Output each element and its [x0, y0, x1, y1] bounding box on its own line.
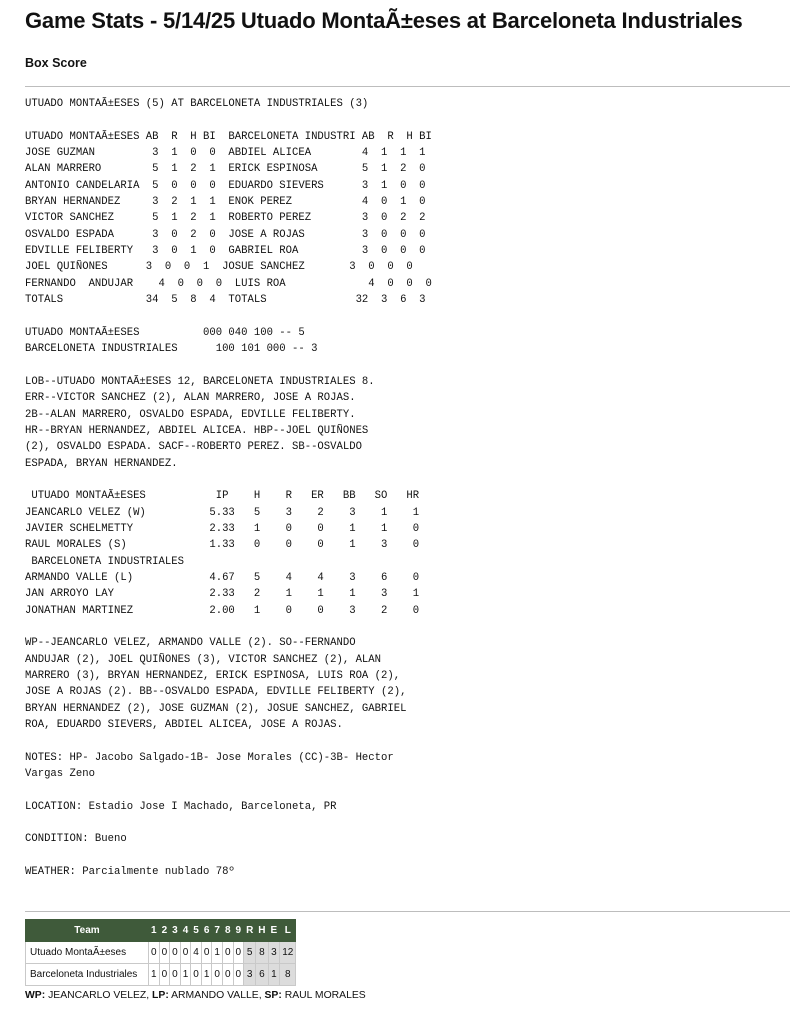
team-name: Barceloneta Industriales — [26, 964, 149, 986]
hits-total: 8 — [256, 942, 268, 964]
runs-total: 5 — [244, 942, 256, 964]
pitcher-decisions — [25, 990, 366, 1001]
errors-total: 1 — [268, 964, 280, 986]
header-inning-2: 2 — [159, 920, 170, 942]
hits-total: 6 — [256, 964, 268, 986]
inning-score: 0 — [222, 942, 233, 964]
lob-total: 8 — [280, 964, 296, 986]
linescore-row-home — [26, 964, 296, 986]
header-inning-5: 5 — [191, 920, 202, 942]
header-inning-4: 4 — [180, 920, 191, 942]
header-inning-3: 3 — [170, 920, 181, 942]
inning-score: 0 — [170, 964, 181, 986]
inning-score: 4 — [191, 942, 202, 964]
header-inning-8: 8 — [222, 920, 233, 942]
header-inning-9: 9 — [233, 920, 244, 942]
inning-score: 1 — [180, 964, 191, 986]
save-pitcher-name: RAUL MORALES — [284, 990, 366, 1001]
header-hits: H — [256, 920, 268, 942]
page-title: Game Stats - 5/14/25 Utuado MontaÃ±eses at Barceloneta Industriales — [25, 8, 743, 33]
linescore-table — [25, 919, 296, 986]
winning-pitcher-label: WP: — [25, 990, 46, 1001]
linescore-row-away — [26, 942, 296, 964]
inning-score: 0 — [233, 942, 244, 964]
box-score-text: UTUADO MONTAÃ±ESES (5) AT BARCELONETA INDUSTRIALES (3) UTUADO MONTAÃ±ESES AB R H BI BARCELONETA INDUSTRI AB R H BI JOSE GUZMAN 3 1 0 0 ABDIEL ALICEA 4 1 1 1 ALAN MARRERO 5 1 2 1 ERICK ESPINOSA 5 1 2 0 ANTONIO CANDELARIA 5 0 0 0 EDUARDO SIEVERS 3 1 0 0 BRYAN HERNANDEZ 3 2 1 1 ENOK PEREZ 4 0 1 0 VICTOR SANCHEZ 5 1 2 1 ROBERTO PEREZ 3 0 2 2 OSVALDO ESPADA 3 0 2 0 JOSE A ROJAS 3 0 0 0 EDVILLE FELIBERTY 3 0 1 0 GABRIEL ROA 3 0 0 0 JOEL QUIÑONES 3 0 0 1 JOSUE SANCHEZ 3 0 0 0 FERNANDO ANDUJAR 4 0 0 0 LUIS ROA 4 0 0 0 TOTALS 34 5 8 4 TOTALS 32 3 6 3 UTUADO MONTAÃ±ESES 000 040 100 -- 5 BARCELONETA INDUSTRIALES 100 101 000 -- 3 LOB--UTUADO MONTAÃ±ESES 12, BARCELONETA INDUSTRIALES 8. ERR--VICTOR SANCHEZ (2), ALAN MARRERO, JOSE A ROJAS. 2B--ALAN MARRERO, OSVALDO ESPADA, EDVILLE FELIBERTY. HR--BRYAN HERNANDEZ, ABDIEL ALICEA. HBP--JOEL QUIÑONES (2), OSVALDO ESPADA. SACF--ROBERTO PEREZ. SB--OSVALDO ESPADA, BRYAN HERNANDEZ. UTUADO MONTAÃ±ESES IP H R ER BB SO HR JEANCARLO VELEZ (W) 5.33 5 3 2 3 1 1 JAVIER SCHELMETTY 2.33 1 0 0 1 1 0 RAUL MORALES (S) 1.33 0 0 0 1 3 0 BARCELONETA INDUSTRIALES ARMANDO VALLE (L) 4.67 5 4 4 3 6 0 JAN ARROYO LAY 2.33 2 1 1 1 3 1 JONATHAN MARTINEZ 2.00 1 0 0 3 2 0 WP--JEANCARLO VELEZ, ARMANDO VALLE (2). SO--FERNANDO ANDUJAR (2), JOEL QUIÑONES (3), VICTOR SANCHEZ (2), ALAN MARRERO (3), BRYAN HERNANDEZ, ERICK ESPINOSA, LUIS ROA (2), JOSE A ROJAS (2). BB--OSVALDO ESPADA, EDVILLE FELIBERTY (2), BRYAN HERNANDEZ (2), JOSE GUZMAN (2), JOSUE SANCHEZ, GABRIEL ROA, EDUARDO SIEVERS, ABDIEL ALICEA, JOSE A ROJAS. NOTES: HP- Jacobo Salgado-1B- Jose Morales (CC)-3B- Hector Vargas Zeno LOCATION: Estadio Jose I Machado, Barceloneta, PR CONDITION: Bueno WEATHER: Parcialmente nublado 78º — [25, 98, 432, 879]
inning-score: 0 — [170, 942, 181, 964]
inning-score: 1 — [201, 964, 212, 986]
inning-score: 1 — [149, 964, 160, 986]
header-team: Team — [26, 920, 149, 942]
team-name: Utuado MontaÃ±eses — [26, 942, 149, 964]
inning-score: 1 — [212, 942, 223, 964]
losing-pitcher-name: ARMANDO VALLE, — [171, 990, 262, 1001]
inning-score: 0 — [233, 964, 244, 986]
inning-score: 0 — [201, 942, 212, 964]
runs-total: 3 — [244, 964, 256, 986]
header-runs: R — [244, 920, 256, 942]
header-lob: L — [280, 920, 296, 942]
losing-pitcher-label: LP: — [152, 990, 169, 1001]
box-score-heading: Box Score — [25, 56, 87, 70]
errors-total: 3 — [268, 942, 280, 964]
inning-score: 0 — [159, 964, 170, 986]
inning-score: 0 — [191, 964, 202, 986]
lob-total: 12 — [280, 942, 296, 964]
header-inning-6: 6 — [201, 920, 212, 942]
inning-score: 0 — [180, 942, 191, 964]
inning-score: 0 — [149, 942, 160, 964]
divider-bottom — [25, 911, 790, 912]
winning-pitcher-name: JEANCARLO VELEZ, — [48, 990, 150, 1001]
divider-top — [25, 86, 790, 87]
inning-score: 0 — [159, 942, 170, 964]
save-pitcher-label: SP: — [264, 990, 282, 1001]
inning-score: 0 — [222, 964, 233, 986]
linescore-header-row — [26, 920, 296, 942]
header-errors: E — [268, 920, 280, 942]
inning-score: 0 — [212, 964, 223, 986]
header-inning-1: 1 — [149, 920, 160, 942]
header-inning-7: 7 — [212, 920, 223, 942]
